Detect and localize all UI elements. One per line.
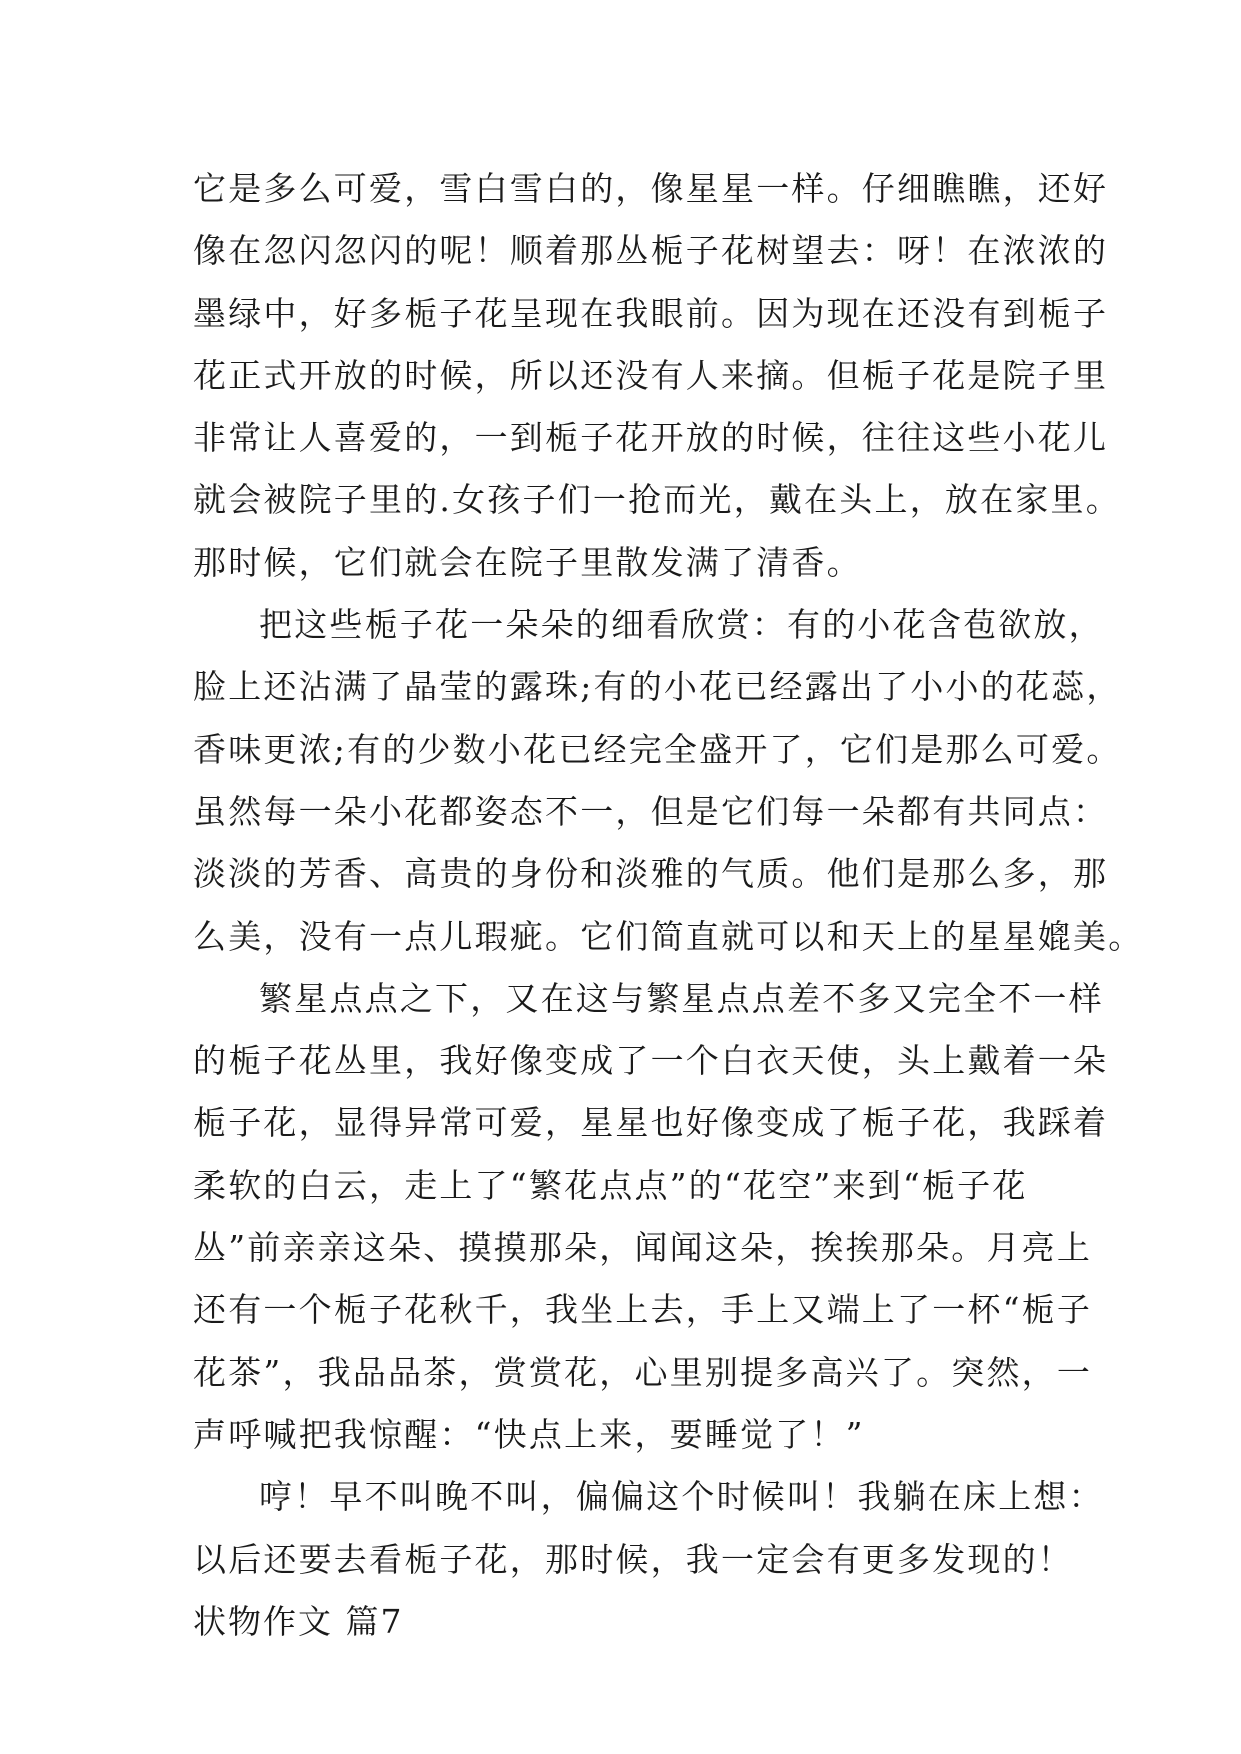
paragraph-2-line-6: 么美，没有一点儿瑕疵。它们简直就可以和天上的星星媲美。 (193, 916, 1144, 956)
paragraph-1-line-1: 它是多么可爱，雪白雪白的，像星星一样。仔细瞧瞧，还好 (193, 169, 1109, 208)
paragraph-3-line-5: 丛”前亲亲这朵、摸摸那朵，闻闻这朵，挨挨那朵。月亮上 (193, 1228, 1093, 1268)
paragraph-3-line-7: 花茶”，我品品茶，赏赏花，心里别提多高兴了。突然，一 (193, 1352, 1093, 1392)
paragraph-2-line-1: 把这些栀子花一朵朵的细看欣赏：有的小花含苞欲放， (259, 605, 1104, 645)
paragraph-2-line-5: 淡淡的芳香、高贵的身份和淡雅的气质。他们是那么多，那 (193, 854, 1109, 894)
paragraph-1-line-5: 非常让人喜爱的，一到栀子花开放的时候，往往这些小花儿 (193, 418, 1109, 458)
paragraph-1-line-6: 就会被院子里的.女孩子们一抢而光，戴在头上，放在家里。 (193, 480, 1121, 520)
paragraph-3-line-2: 的栀子花丛里，我好像变成了一个白衣天使，头上戴着一朵 (193, 1041, 1109, 1081)
paragraph-2-line-2: 脸上还沾满了晶莹的露珠;有的小花已经露出了小小的花蕊， (193, 667, 1122, 707)
paragraph-3-line-4: 柔软的白云，走上了“繁花点点”的“花空”来到“栀子花 (193, 1165, 1028, 1205)
essay-body (193, 158, 1144, 1653)
paragraph-1-line-2: 像在忽闪忽闪的呢！顺着那丛栀子花树望去：呀！在浓浓的 (193, 231, 1109, 271)
paragraph-1-line-3: 墨绿中，好多栀子花呈现在我眼前。因为现在还没有到栀子 (193, 293, 1109, 333)
paragraph-4-line-1: 哼！早不叫晚不叫，偏偏这个时候叫！我躺在床上想： (259, 1477, 1104, 1517)
paragraph-3-line-8: 声呼喊把我惊醒：“快点上来，要睡觉了！” (193, 1414, 865, 1454)
section-heading: 状物作文 篇7 (193, 1601, 404, 1641)
paragraph-3-line-1: 繁星点点之下，又在这与繁星点点差不多又完全不一样 (259, 978, 1104, 1018)
paragraph-3-line-3: 栀子花，显得异常可爱，星星也好像变成了栀子花，我踩着 (193, 1103, 1109, 1143)
paragraph-4-line-2: 以后还要去看栀子花，那时候，我一定会有更多发现的！ (193, 1539, 1073, 1579)
paragraph-3-line-6: 还有一个栀子花秋千，我坐上去，手上又端上了一杯“栀子 (193, 1290, 1093, 1330)
paragraph-1-line-7: 那时候，它们就会在院子里散发满了清香。 (193, 542, 862, 582)
paragraph-2-line-4: 虽然每一朵小花都姿态不一，但是它们每一朵都有共同点： (193, 791, 1109, 831)
paragraph-1-line-4: 花正式开放的时候，所以还没有人来摘。但栀子花是院子里 (193, 355, 1109, 395)
paragraph-2-line-3: 香味更浓;有的少数小花已经完全盛开了，它们是那么可爱。 (193, 729, 1122, 769)
